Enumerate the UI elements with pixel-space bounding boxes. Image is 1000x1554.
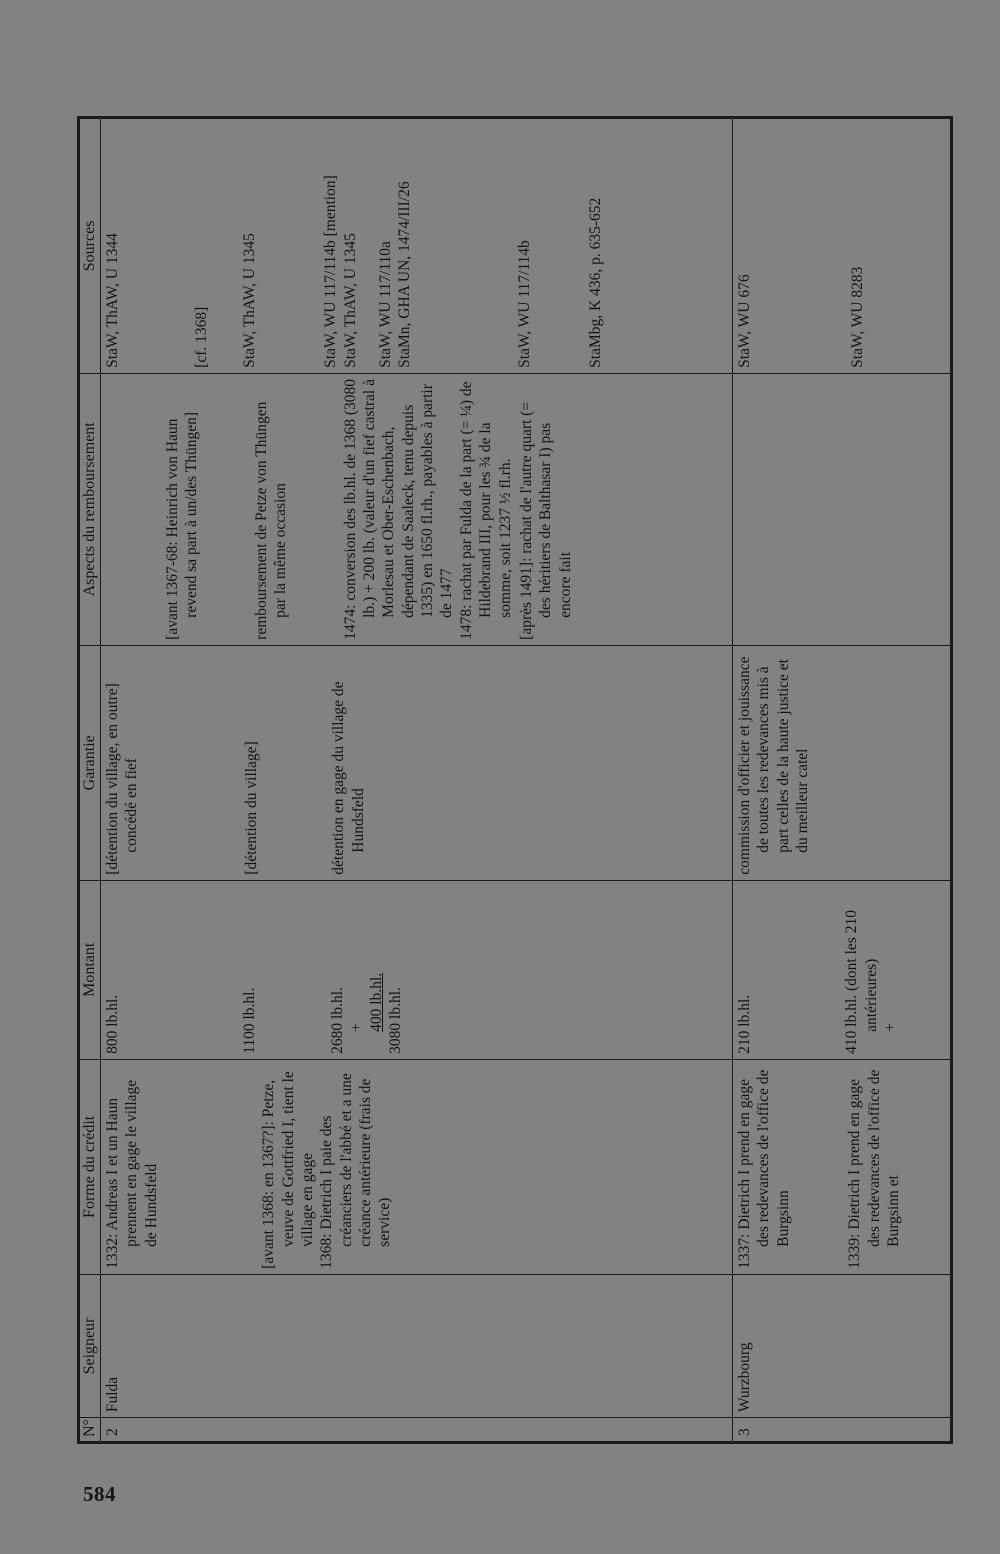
header-montant: Montant bbox=[80, 880, 101, 1059]
cell-forme bbox=[733, 1059, 951, 1274]
cell-seigneur: Fulda bbox=[101, 1274, 733, 1417]
sources-entry: StaW, ThAW, U 1345 bbox=[240, 233, 258, 368]
sources-entry: StaMbg, K 436, p. 635-652 bbox=[587, 197, 604, 368]
montant-value: 400 lb.hl. bbox=[367, 972, 385, 1032]
aspects-entry: [après 1491]: rachat de l'autre quart (= des héritiers de Balthasar I) pas encore fait bbox=[517, 401, 574, 640]
cell-aspects bbox=[101, 373, 733, 645]
forme-entry: 1339: Dietrich I prend en gage des redevances de l'office de Burgsinn et bbox=[846, 1069, 902, 1269]
table-header-row bbox=[80, 119, 101, 1442]
page-number: 584 bbox=[83, 1482, 116, 1506]
sources-entry: StaW, WU 676 bbox=[736, 274, 753, 368]
header-aspects: Aspects du remboursement bbox=[80, 373, 101, 645]
sources-entry: StaW, WU 8283 bbox=[849, 266, 867, 368]
garantie-entry: détention en gage du village de Hundsfeld bbox=[330, 681, 367, 875]
forme-entry: 1332: Andreas I et un Haun prennent en gage le village de Hundsfeld bbox=[104, 1079, 160, 1269]
sources-entry: StaW, ThAW, U 1344 bbox=[104, 233, 121, 368]
garantie-entry: [détention du village, en outre] concédé en fief bbox=[104, 683, 141, 875]
aspects-entry: 1474: conversion des lb.hl. de 1368 (3080 lb.) + 200 lb. (valeur d'un fief castral à Morlesau et Ober-Eschenbach, dépendant de Saaleck, tenu depuis 1335) en 1650 fl.rh., payables à partir de 1477 bbox=[341, 378, 456, 640]
credit-table bbox=[79, 118, 951, 1442]
cell-montant bbox=[101, 880, 733, 1059]
montant-plus: + bbox=[882, 1023, 900, 1032]
sources-entry: StaW, WU 117/114b [mention] bbox=[322, 175, 340, 368]
forme-entry: 1368: Dietrich I paie des créanciers de l'abbé et a une créance antérieure (frais de service) bbox=[318, 1073, 394, 1269]
aspects-entry: [avant 1367-68: Heinrich von Haun revend sa part à un/des Thüngen] bbox=[164, 411, 201, 640]
cell-forme bbox=[101, 1059, 733, 1274]
table-row bbox=[101, 119, 733, 1442]
header-seigneur: Seigneur bbox=[80, 1274, 101, 1417]
cell-sources bbox=[101, 119, 733, 374]
cell-seigneur: Wurzbourg bbox=[733, 1274, 951, 1417]
forme-entry: [avant 1368: en 1367?]: Petze, veuve de Gottfried I, tient le village en gage bbox=[260, 1071, 316, 1269]
header-garantie: Garantie bbox=[80, 645, 101, 880]
rotated-table-container bbox=[79, 118, 951, 1442]
cell-no: 2 bbox=[101, 1418, 733, 1442]
montant-value: 1100 lb.hl. bbox=[241, 987, 259, 1054]
aspects-entry: 1478: rachat par Fulda de la part (= ¼) de Hildebrand III, pour les ¾ de la somme, soit 1237 ½ fl.rh. bbox=[457, 381, 514, 640]
header-no: N° bbox=[80, 1418, 101, 1442]
cell-sources bbox=[733, 119, 951, 374]
montant-value: 800 lb.hl. bbox=[104, 994, 121, 1054]
montant-value: 210 lb.hl. bbox=[736, 994, 753, 1054]
credit-table-frame bbox=[77, 116, 953, 1444]
header-forme: Forme du crédit bbox=[80, 1059, 101, 1274]
aspects-entry: remboursement de Petze von Thüngen par la même occasion bbox=[252, 401, 290, 640]
garantie-entry: [détention du village] bbox=[242, 741, 260, 875]
sources-entry: StaW, WU 117/110a bbox=[376, 241, 394, 368]
cell-aspects bbox=[733, 373, 951, 645]
montant-value: 2680 lb.hl. bbox=[328, 987, 346, 1054]
sources-entry: StaMn, GHA UN, 1474/III/26 bbox=[396, 181, 414, 368]
sources-entry: [cf. 1368] bbox=[193, 306, 211, 368]
cell-garantie bbox=[733, 645, 951, 880]
cell-montant bbox=[733, 880, 951, 1059]
montant-value: 410 lb.hl. (dont les 210 antérieures) bbox=[843, 910, 880, 1054]
cell-no: 3 bbox=[733, 1418, 951, 1442]
garantie-entry: commission d'officier et jouissance de toutes les redevances mis à part celles de la haute justice et du meilleur catel bbox=[736, 656, 812, 875]
header-sources: Sources bbox=[80, 119, 101, 374]
montant-total: 3080 lb.hl. bbox=[386, 987, 404, 1054]
table-row bbox=[733, 119, 951, 1442]
forme-entry: 1337: Dietrich I prend en gage des redevances de l'office de Burgsinn bbox=[736, 1069, 792, 1269]
cell-garantie bbox=[101, 645, 733, 880]
sources-entry: StaW, ThAW, U 1345 bbox=[341, 233, 359, 368]
montant-plus: + bbox=[348, 1023, 366, 1032]
sources-entry: StaW, WU 117/114b bbox=[515, 240, 533, 368]
